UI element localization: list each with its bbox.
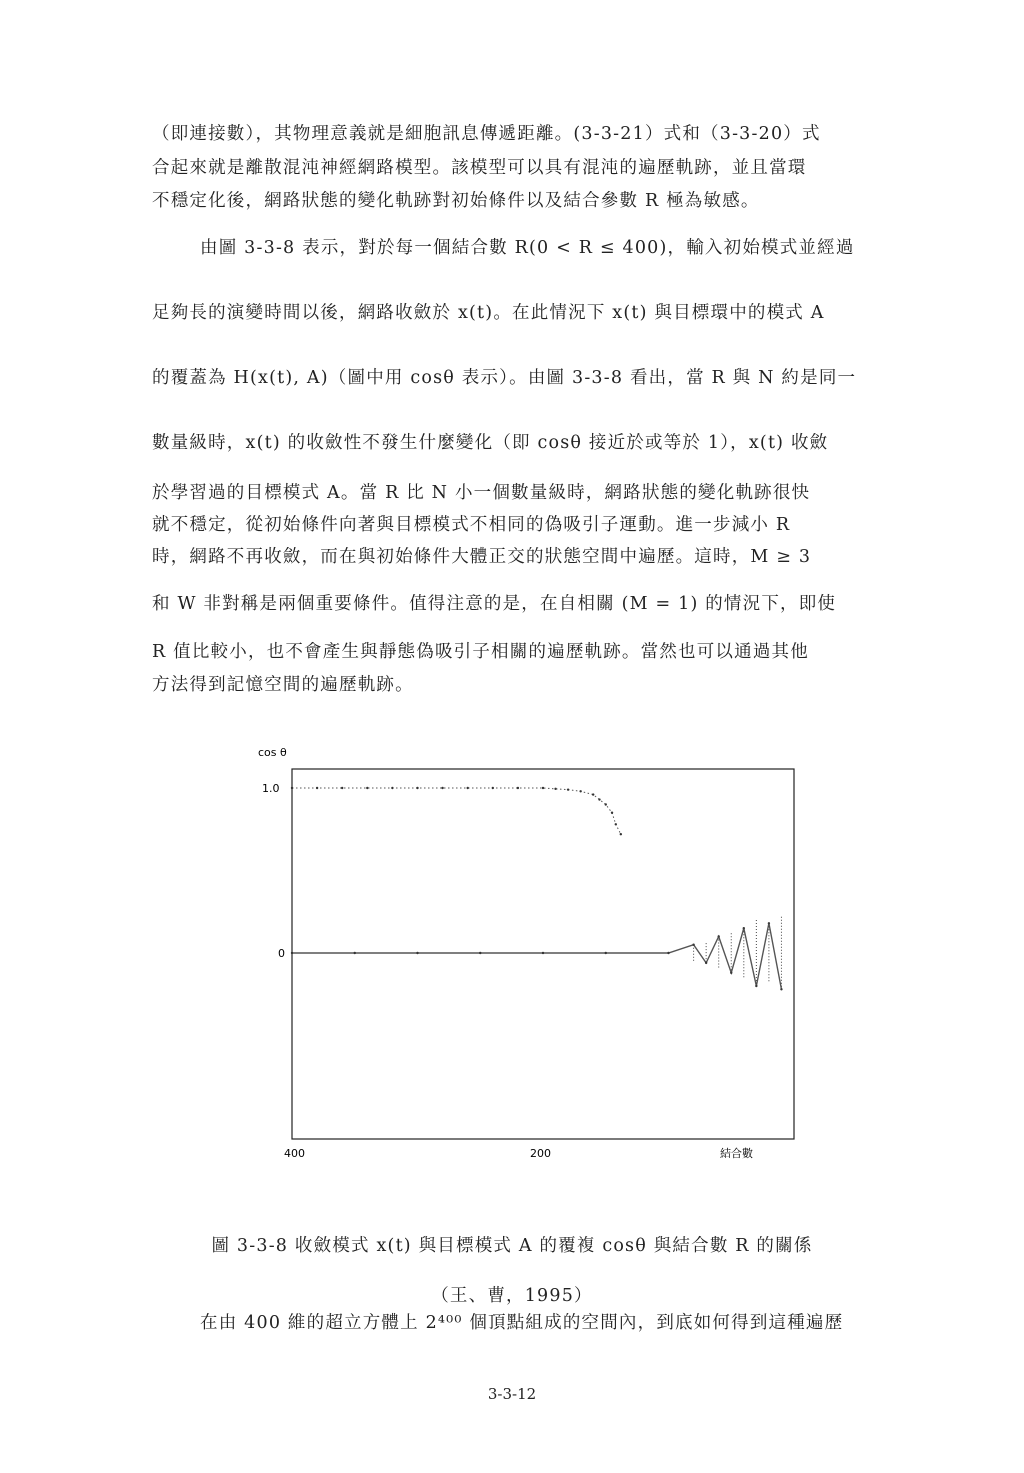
x-axis-label: 結合數 [720, 1147, 753, 1160]
body-text-line: 和 W 非對稱是兩個重要條件。值得注意的是，在自相關 (M = 1) 的情況下，即使 [152, 594, 837, 614]
data-point [567, 788, 569, 790]
data-point [667, 952, 669, 954]
data-point [605, 803, 607, 805]
body-text-line: 數量級時，x(t) 的收斂性不發生什麼變化（即 cosθ 接近於或等於 1），x(t) 收斂 [152, 433, 829, 453]
series-line-lower [292, 923, 781, 989]
data-point [416, 787, 418, 789]
body-text-line: R 值比較小，也不會產生與靜態偽吸引子相關的遍歷軌跡。當然也可以通過其他 [152, 642, 809, 662]
body-text-line: 合起來就是離散混沌神經網路模型。該模型可以具有混沌的遍歷軌跡，並且當環 [152, 158, 807, 178]
data-point [620, 833, 622, 835]
page-number: 3-3-12 [487, 1385, 537, 1403]
data-point [517, 787, 519, 789]
data-point [441, 787, 443, 789]
data-point [366, 787, 368, 789]
body-text-line: 由圖 3-3-8 表示，對於每一個結合數 R(0 < R ≤ 400)，輸入初始模式並經過 [200, 238, 855, 258]
data-point [291, 952, 293, 954]
data-point [341, 787, 343, 789]
data-point [542, 787, 544, 789]
figure-caption: 圖 3-3-8 收斂模式 x(t) 與目標模式 A 的覆複 cosθ 與結合數 R 的關係 [211, 1236, 813, 1256]
y-tick-label: 1.0 [262, 782, 280, 795]
figure-caption-source: （王、曹，1995） [431, 1286, 593, 1306]
y-tick-label: 0 [278, 947, 285, 960]
body-text-line: 足夠長的演變時間以後，網路收斂於 x(t)。在此情況下 x(t) 與目標環中的模式 A [152, 303, 825, 323]
data-point [467, 787, 469, 789]
data-point [592, 793, 594, 795]
data-point [598, 798, 600, 800]
data-point [579, 790, 581, 792]
data-point [416, 952, 418, 954]
body-text-line: 於學習過的目標模式 A。當 R 比 N 小一個數量級時，網路狀態的變化軌跡很快 [152, 483, 811, 503]
series-line-upper [292, 788, 621, 834]
x-tick-label: 200 [530, 1147, 551, 1160]
data-point [391, 787, 393, 789]
body-text-line: 方法得到記憶空間的遍歷軌跡。 [152, 675, 414, 695]
data-point [605, 952, 607, 954]
data-point [479, 952, 481, 954]
body-text-line: 的覆蓋為 H(x(t), A)（圖中用 cosθ 表示）。由圖 3-3-8 看出，當 R 與 N 約是同一 [152, 368, 857, 388]
data-point [615, 823, 617, 825]
data-point [291, 787, 293, 789]
chart-svg [258, 745, 818, 1165]
body-text-line: 就不穩定，從初始條件向著與目標模式不相同的偽吸引子運動。進一步減小 R [152, 515, 791, 535]
x-tick-label: 400 [284, 1147, 305, 1160]
figure-chart [258, 745, 818, 1165]
data-point [611, 812, 613, 814]
body-text-line: 不穩定化後，網路狀態的變化軌跡對初始條件以及結合參數 R 極為敏感。 [152, 191, 760, 211]
data-point [316, 787, 318, 789]
data-point [354, 952, 356, 954]
data-point [755, 985, 757, 987]
body-text-line: （即連接數），其物理意義就是細胞訊息傳遞距離。(3-3-21）式和（3-3-20）式 [152, 124, 821, 144]
y-axis-label: cos θ [258, 746, 287, 759]
body-text-line: 時，網路不再收斂，而在與初始條件大體正交的狀態空間中遍歷。這時，M ≥ 3 [152, 547, 812, 567]
data-point [542, 952, 544, 954]
body-text-line: 在由 400 維的超立方體上 2⁴⁰⁰ 個頂點組成的空間內，到底如何得到這種遍歷 [200, 1313, 844, 1333]
data-point [492, 787, 494, 789]
data-point [554, 788, 556, 790]
